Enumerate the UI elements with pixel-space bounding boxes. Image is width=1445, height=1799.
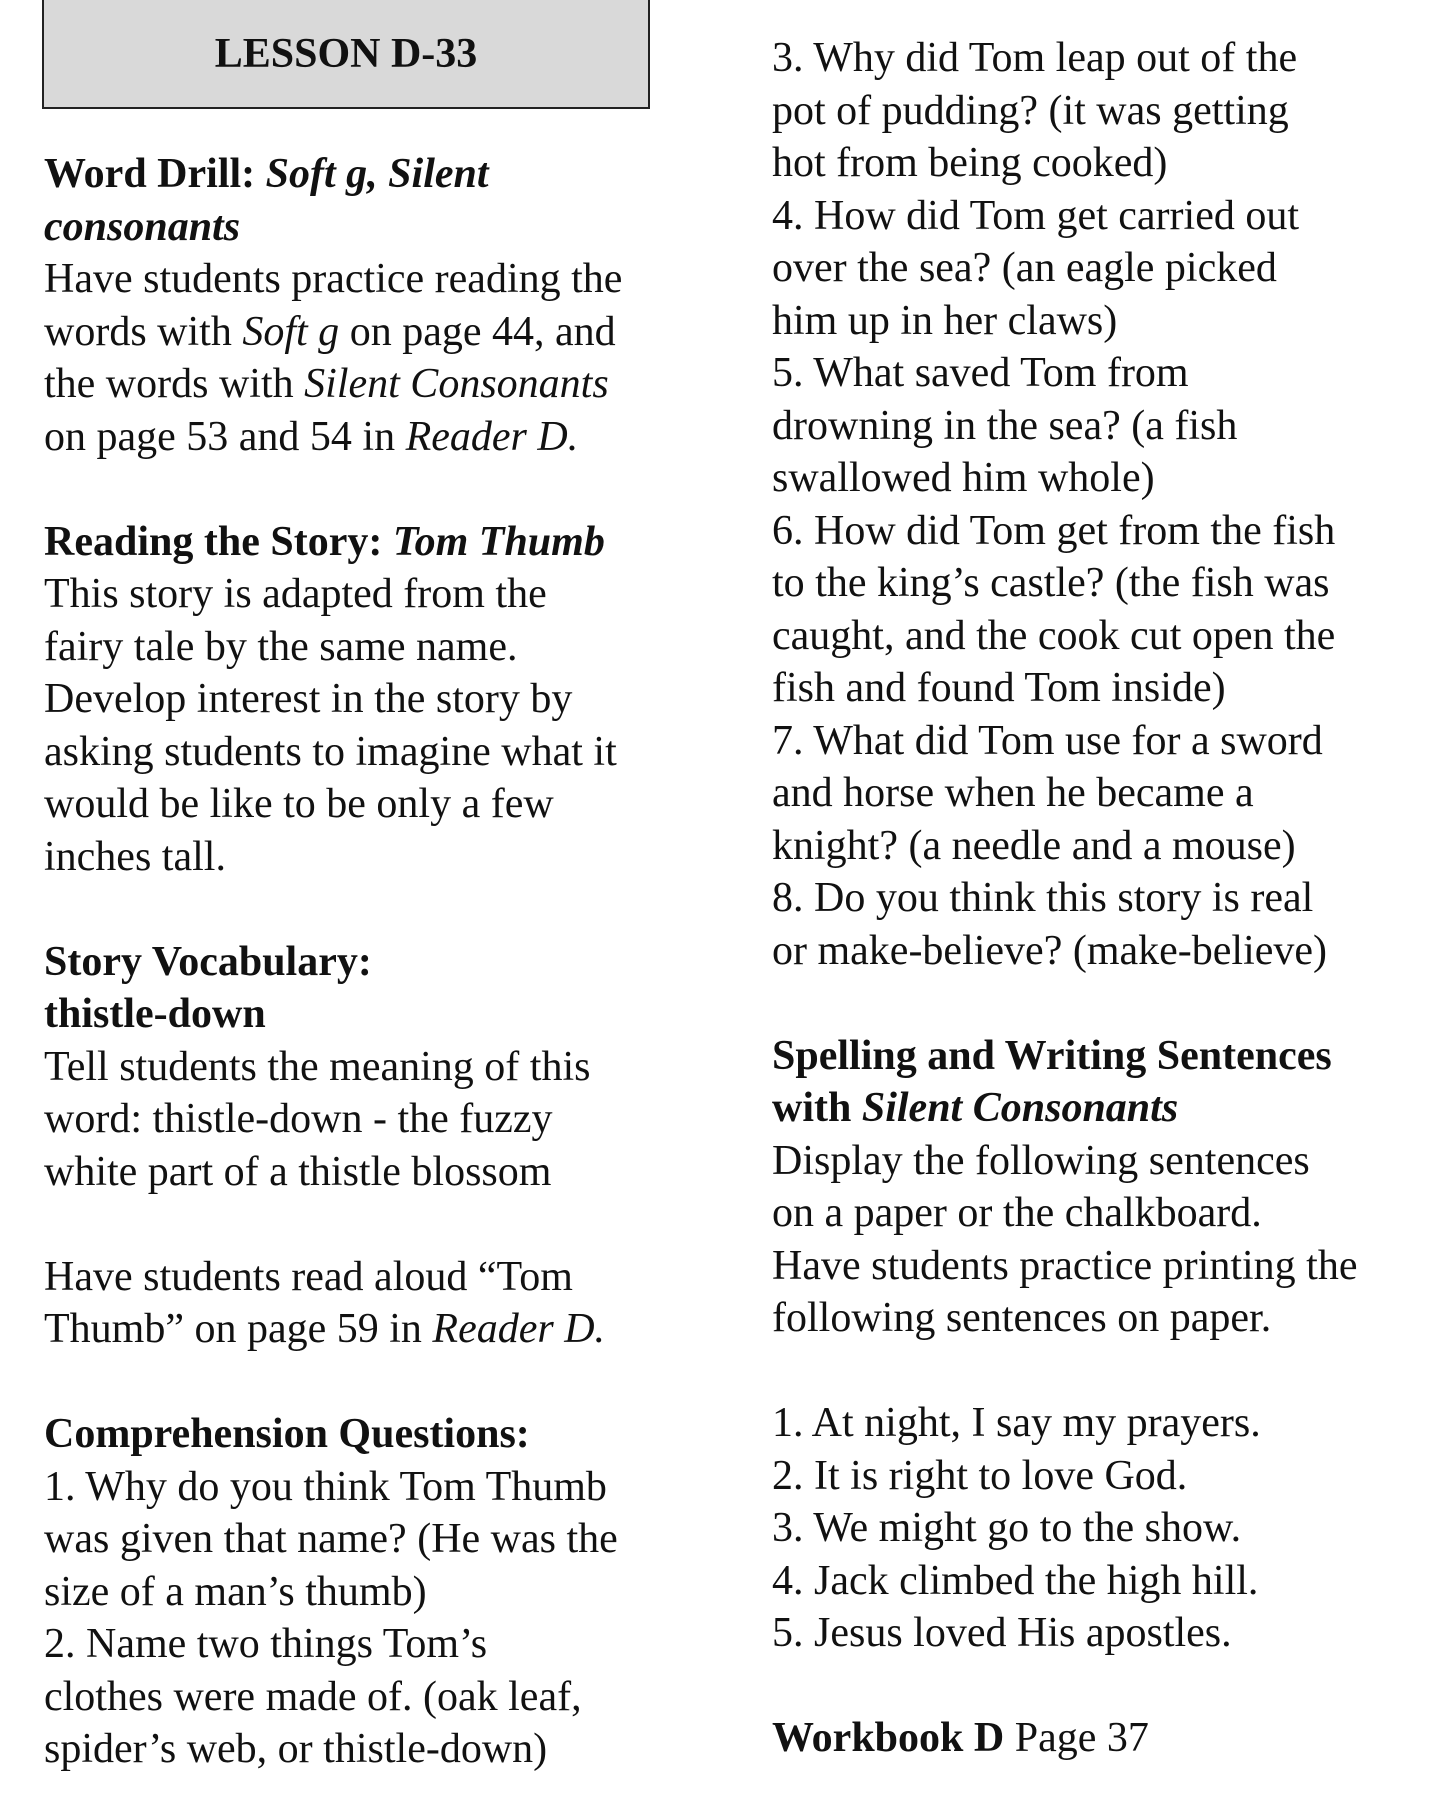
question-line: clothes were made of. (oak leaf, [44, 1673, 582, 1720]
sentence-item: 3. We might go to the show. [772, 1505, 1242, 1551]
sentence-item: 1. At night, I say my prayers. [772, 1400, 1261, 1446]
question-line: or make-believe? (make-believe) [772, 927, 1328, 974]
reading-text: fairy tale by the same name. [44, 623, 518, 670]
spelling-text: on a paper or the chalkboard. [772, 1190, 1262, 1236]
question-line: and horse when he became a [772, 770, 1254, 816]
read-aloud-text: Thumb” on page 59 in Reader D. [44, 1306, 606, 1352]
lesson-title: LESSON D-33 [214, 30, 478, 77]
vocabulary-text: Tell students the meaning of this [44, 1043, 591, 1090]
right-column [772, 32, 1422, 1765]
question-line: 3. Why did Tom leap out of the [772, 35, 1298, 81]
reading-heading: Reading the Story: Tom Thumb [44, 518, 605, 565]
reading-text: would be like to be only a few [44, 781, 554, 827]
vocabulary-heading: Story Vocabulary: [44, 938, 372, 985]
vocabulary-text: word: thistle-down - the fuzzy [44, 1096, 553, 1142]
reading-text: inches tall. [44, 833, 226, 880]
question-line: fish and found Tom inside) [772, 665, 1226, 711]
spelling-heading: Spelling and Writing Sentences [772, 1032, 1332, 1079]
vocabulary-text: white part of a thistle blossom [44, 1148, 552, 1195]
word-drill-text: the words with Silent Consonants [44, 361, 609, 407]
question-line: swallowed him whole) [772, 455, 1155, 501]
word-drill-text: Have students practice reading the [44, 256, 623, 302]
question-line: 1. Why do you think Tom Thumb [44, 1463, 607, 1510]
workbook-reference: Workbook D Page 37 [772, 1715, 1149, 1761]
sentence-item: 4. Jack climbed the high hill. [772, 1557, 1259, 1604]
word-drill-topic: consonants [44, 203, 241, 250]
spelling-text: following sentences on paper. [772, 1295, 1272, 1341]
question-line: him up in her claws) [772, 297, 1118, 344]
question-line: to the king’s castle? (the fish was [772, 560, 1330, 606]
question-line: 5. What saved Tom from [772, 350, 1189, 396]
lesson-title-box [42, 0, 650, 109]
question-line: 6. How did Tom get from the fish [772, 507, 1336, 554]
question-line: 2. Name two things Tom’s [44, 1621, 488, 1667]
spelling-text: Have students practice printing the [772, 1242, 1358, 1289]
reading-text: asking students to imagine what it [44, 728, 617, 775]
word-drill-text: words with Soft g on page 44, and [44, 308, 616, 355]
question-line: hot from being cooked) [772, 140, 1168, 186]
question-line: was given that name? (He was the [44, 1516, 618, 1562]
question-line: 4. How did Tom get carried out [772, 192, 1300, 239]
spelling-heading-topic: with Silent Consonants [772, 1085, 1179, 1131]
left-column [44, 148, 694, 1776]
word-drill-heading: Word Drill: Soft g, Silent [44, 151, 489, 197]
question-line: drowning in the sea? (a fish [772, 402, 1238, 449]
comprehension-heading: Comprehension Questions: [44, 1411, 530, 1457]
question-line: spider’s web, or thistle-down) [44, 1726, 548, 1772]
question-line: knight? (a needle and a mouse) [772, 822, 1296, 869]
sentence-item: 2. It is right to love God. [772, 1452, 1188, 1499]
question-line: caught, and the cook cut open the [772, 612, 1336, 659]
question-line: 7. What did Tom use for a sword [772, 717, 1323, 764]
spelling-text: Display the following sentences [772, 1137, 1310, 1184]
sentence-item: 5. Jesus loved His apostles. [772, 1610, 1232, 1656]
question-line: pot of pudding? (it was getting [772, 87, 1289, 134]
read-aloud-text: Have students read aloud “Tom [44, 1253, 573, 1300]
question-line: size of a man’s thumb) [44, 1568, 427, 1615]
vocabulary-word: thistle-down [44, 991, 266, 1037]
reading-text: Develop interest in the story by [44, 676, 573, 722]
question-line: 8. Do you think this story is real [772, 875, 1314, 921]
question-line: over the sea? (an eagle picked [772, 245, 1277, 291]
reading-text: This story is adapted from the [44, 571, 547, 617]
word-drill-text: on page 53 and 54 in Reader D. [44, 413, 579, 460]
